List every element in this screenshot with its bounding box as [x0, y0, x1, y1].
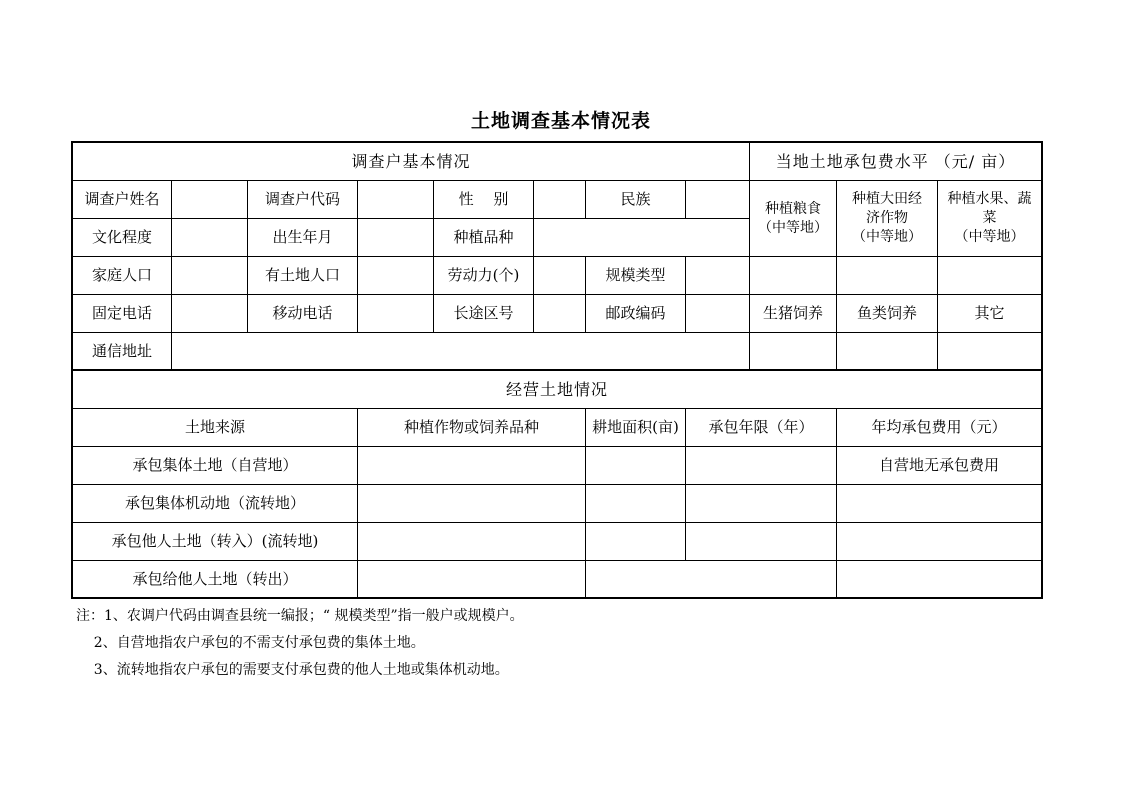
- field-crop-fee-label: 种植大田经 济作物 （中等地）: [852, 191, 922, 245]
- header-source: 土地来源: [184, 418, 245, 436]
- grain-fee-value[interactable]: [750, 257, 836, 294]
- labor-value[interactable]: [534, 257, 585, 294]
- own-land-fee-note: 自营地无承包费用: [878, 456, 999, 474]
- fish-fee-label: 鱼类饲养: [856, 304, 917, 322]
- pig-fee-value[interactable]: [750, 333, 836, 369]
- field-crop-fee-value[interactable]: [837, 257, 937, 294]
- address-label: 通信地址: [91, 341, 152, 360]
- name-value[interactable]: [172, 181, 247, 218]
- term-cell[interactable]: [686, 485, 836, 522]
- fee-level-section-title: 当地土地承包费水平 （元/ 亩）: [775, 152, 1016, 171]
- education-value[interactable]: [172, 219, 247, 256]
- variety-label: 种植品种: [453, 228, 514, 246]
- land-operation-table: [71, 369, 1043, 599]
- area-term-cell[interactable]: [586, 561, 836, 597]
- household-section-title: 调查户基本情况: [351, 152, 471, 171]
- birth-value[interactable]: [358, 219, 433, 256]
- term-cell[interactable]: [686, 523, 836, 560]
- crop-cell[interactable]: [358, 561, 585, 597]
- postal-value[interactable]: [686, 295, 749, 332]
- area-cell[interactable]: [586, 523, 685, 560]
- variety-value[interactable]: [534, 219, 749, 256]
- note-line: 2、自营地指农户承包的不需支付承包费的集体土地。: [76, 635, 425, 651]
- page-title: 土地调查基本情况表: [470, 110, 651, 132]
- fish-fee-value[interactable]: [837, 333, 937, 369]
- phone-value[interactable]: [172, 295, 247, 332]
- family-pop-value[interactable]: [172, 257, 247, 294]
- postal-label: 邮政编码: [605, 304, 666, 322]
- education-label: 文化程度: [91, 228, 152, 246]
- header-term: 承包年限（年）: [708, 418, 814, 436]
- grain-fee-label: 种植粮食 （中等地）: [758, 200, 828, 236]
- operation-section-title: 经营土地情况: [505, 380, 608, 399]
- header-fee: 年均承包费用（元）: [871, 418, 1007, 436]
- crop-cell[interactable]: [358, 447, 585, 484]
- household-info-table: [71, 141, 1043, 371]
- row-label: 承包他人土地（转入）(流转地): [111, 532, 319, 550]
- gender-value[interactable]: [534, 181, 585, 218]
- phone-label: 固定电话: [91, 304, 152, 322]
- area-cell[interactable]: [586, 447, 685, 484]
- mobile-value[interactable]: [358, 295, 433, 332]
- note-line: 注：1、农调户代码由调查县统一编报；“ 规模类型”指一般户或规模户。: [76, 608, 524, 624]
- term-cell[interactable]: [686, 447, 836, 484]
- birth-label: 出生年月: [272, 228, 333, 246]
- gender-label: 性 别: [458, 190, 509, 208]
- row-label: 承包给他人土地（转出）: [132, 569, 298, 588]
- crop-cell[interactable]: [358, 485, 585, 522]
- fruit-veg-fee-value[interactable]: [938, 257, 1041, 294]
- header-area: 耕地面积(亩): [592, 418, 679, 436]
- land-pop-label: 有土地人口: [264, 266, 340, 284]
- other-fee-label: 其它: [974, 304, 1005, 322]
- row-label: 承包集体土地（自营地）: [132, 456, 298, 474]
- land-pop-value[interactable]: [358, 257, 433, 294]
- area-code-value[interactable]: [534, 295, 585, 332]
- fee-cell[interactable]: [837, 485, 1041, 522]
- mobile-label: 移动电话: [272, 304, 333, 322]
- name-label: 调查户姓名: [84, 190, 160, 208]
- address-value[interactable]: [172, 333, 749, 369]
- code-value[interactable]: [358, 181, 433, 218]
- header-crop: 种植作物或饲养品种: [403, 418, 539, 436]
- other-fee-value[interactable]: [938, 333, 1041, 369]
- footnotes: [76, 603, 524, 684]
- fee-cell[interactable]: [837, 523, 1041, 560]
- code-label: 调查户代码: [264, 190, 340, 208]
- ethnicity-label: 民族: [620, 190, 651, 208]
- fee-cell[interactable]: [837, 561, 1041, 597]
- fruit-veg-fee-label: 种植水果、蔬 菜 （中等地）: [947, 191, 1032, 245]
- row-label: 承包集体机动地（流转地）: [124, 494, 305, 512]
- crop-cell[interactable]: [358, 523, 585, 560]
- scale-label: 规模类型: [605, 266, 666, 284]
- ethnicity-value[interactable]: [686, 181, 749, 218]
- scale-value[interactable]: [686, 257, 749, 294]
- pig-fee-label: 生猪饲养: [762, 304, 823, 322]
- labor-label: 劳动力(个): [447, 266, 520, 284]
- area-cell[interactable]: [586, 485, 685, 522]
- family-pop-label: 家庭人口: [91, 266, 152, 284]
- note-line: 3、流转地指农户承包的需要支付承包费的他人土地或集体机动地。: [76, 662, 509, 678]
- area-code-label: 长途区号: [453, 304, 514, 322]
